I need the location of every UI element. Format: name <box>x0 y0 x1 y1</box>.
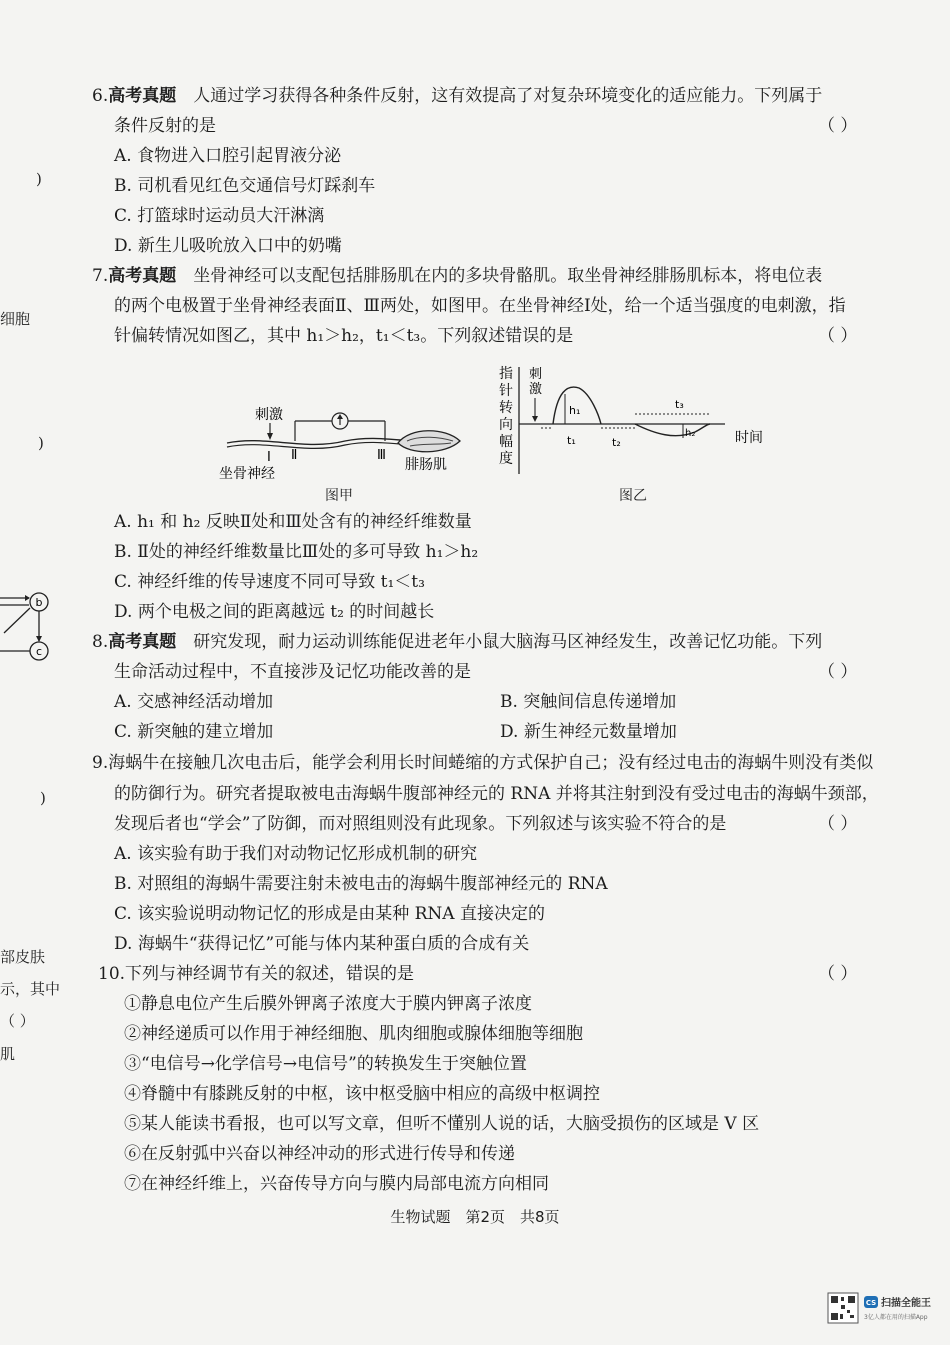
fig-yi-caption: 图乙 <box>619 488 647 504</box>
left-margin-diagram <box>0 585 60 665</box>
q10-stem: 10.下列与神经调节有关的叙述，错误的是 <box>98 964 415 984</box>
fig-yi-ylabel <box>499 365 513 467</box>
q7-option-b: B. Ⅱ处的神经纤维数量比Ⅲ处的多可导致 h₁＞h₂ <box>114 542 479 562</box>
margin-fragment: 细胞 <box>0 310 31 328</box>
watermark-name: 扫描全能王 <box>881 1298 931 1309</box>
q10-item-6: ⑥在反射弧中兴奋以神经冲动的形式进行传导和传递 <box>124 1144 515 1164</box>
q8-stem-line2: 生命活动过程中，不直接涉及记忆功能改善的是 <box>114 662 471 682</box>
q8-option-d: D. 新生神经元数量增加 <box>500 722 677 742</box>
fig-yi-t2-label: t₂ <box>612 436 621 449</box>
margin-fragment: （ ） <box>0 1012 35 1030</box>
margin-fragment: 示，其中 <box>0 980 61 998</box>
fig-yi-xlabel: 时间 <box>735 430 763 446</box>
svg-text:转: 转 <box>499 400 513 416</box>
q10-item-5: ⑤某人能读书看报，也可以写文章，但听不懂别人说的话，大脑受损伤的区域是 V 区 <box>124 1114 760 1134</box>
q8-stem-line1: 8.高考真题 研究发现，耐力运动训练能促进老年小鼠大脑海马区神经发生，改善记忆功能。下列 <box>92 632 823 652</box>
q9-stem-line1: 9.海蜗牛在接触几次电击后，能学会利用长时间蜷缩的方式保护自己；没有经过电击的海蜗牛则没有类似 <box>92 753 874 773</box>
q10-answer-paren: （ ） <box>818 964 858 984</box>
q6-stem-line1: 6.高考真题 人通过学习获得各种条件反射，这有效提高了对复杂环境变化的适应能力。下列属于 <box>92 86 823 106</box>
q6-answer-paren: （ ） <box>818 116 858 136</box>
q10-item-7: ⑦在神经纤维上，兴奋传导方向与膜内局部电流方向相同 <box>124 1174 549 1194</box>
q10-item-3: ③“电信号→化学信号→电信号”的转换发生于突触位置 <box>124 1054 527 1074</box>
page-footer: 生物试题 第2页 共8页 <box>390 1208 560 1226</box>
diagram-node-b: b <box>35 596 43 609</box>
q6-option-c: C. 打篮球时运动员大汗淋漓 <box>114 206 325 226</box>
fig-jia-site-1: Ⅰ <box>267 450 271 465</box>
q7-stem-line3: 针偏转情况如图乙，其中 h₁＞h₂，t₁＜t₃。下列叙述错误的是 <box>114 326 574 346</box>
q10-item-1: ①静息电位产生后膜外钾离子浓度大于膜内钾离子浓度 <box>124 994 532 1014</box>
q10-item-4: ④脊髓中有膝跳反射的中枢，该中枢受脑中相应的高级中枢调控 <box>124 1084 600 1104</box>
diagram-node-c: c <box>35 645 43 658</box>
q8-option-c: C. 新突触的建立增加 <box>114 722 274 742</box>
q9-option-b: B. 对照组的海蜗牛需要注射未被电击的海蜗牛腹部神经元的 RNA <box>114 874 608 894</box>
q8-tag: 高考真题 <box>108 632 177 652</box>
q6-tag: 高考真题 <box>108 86 177 106</box>
q10-item-2: ②神经递质可以作用于神经细胞、肌肉细胞或腺体细胞等细胞 <box>124 1024 583 1044</box>
fig-jia-muscle-label: 腓肠肌 <box>405 457 447 473</box>
margin-fragment: 肌 <box>0 1045 16 1063</box>
margin-fragment: ) <box>36 170 42 188</box>
q9-stem-line3: 发现后者也“学会”了防御，而对照组则没有此现象。下列叙述与该实验不符合的是 <box>114 814 727 834</box>
q7-answer-paren: （ ） <box>818 326 858 346</box>
q8-option-b: B. 突触间信息传递增加 <box>500 692 677 712</box>
watermark-badge: CS <box>865 1299 877 1307</box>
q8-option-a: A. 交感神经活动增加 <box>114 692 274 712</box>
q9-option-a: A. 该实验有助于我们对动物记忆形成机制的研究 <box>114 844 478 864</box>
q8-answer-paren: （ ） <box>818 662 858 682</box>
q7-option-a: A. h₁ 和 h₂ 反映Ⅱ处和Ⅲ处含有的神经纤维数量 <box>114 512 472 532</box>
margin-fragment: ) <box>40 789 46 807</box>
fig-jia-site-2: Ⅱ <box>291 448 298 463</box>
watermark-slogan: 3亿人都在用的扫描App <box>864 1314 928 1321</box>
q6-option-a: A. 食物进入口腔引起胃液分泌 <box>114 146 342 166</box>
fig-jia-caption: 图甲 <box>325 488 353 504</box>
fig-jia-nerve-label: 坐骨神经 <box>219 466 275 482</box>
fig-yi-t1-label: t₁ <box>567 434 576 447</box>
svg-text:针: 针 <box>499 383 513 399</box>
fig-yi-h1-label: h₁ <box>569 404 581 417</box>
q6-option-d: D. 新生儿吸吮放入口中的奶嘴 <box>114 236 342 256</box>
svg-text:向: 向 <box>499 417 513 433</box>
fig-yi-h2-label: h₂ <box>685 428 696 439</box>
svg-text:指: 指 <box>499 366 513 382</box>
q9-option-d: D. 海蜗牛“获得记忆”可能与体内某种蛋白质的合成有关 <box>114 934 530 954</box>
scanner-watermark <box>826 1290 936 1330</box>
svg-text:幅: 幅 <box>499 434 513 450</box>
svg-text:刺: 刺 <box>529 367 543 382</box>
margin-fragment: ) <box>38 434 44 452</box>
q7-tag: 高考真题 <box>108 266 177 286</box>
margin-fragment: 部皮肤 <box>0 948 46 966</box>
fig-jia-stim-label: 刺激 <box>255 407 283 423</box>
fig-yi-stim-label <box>529 366 542 397</box>
figure-jia <box>215 385 475 485</box>
svg-text:激: 激 <box>529 382 543 397</box>
q9-option-c: C. 该实验说明动物记忆的形成是由某种 RNA 直接决定的 <box>114 904 545 924</box>
fig-yi-t3-label: t₃ <box>675 398 684 411</box>
q6-stem-line2: 条件反射的是 <box>114 116 216 136</box>
q9-stem-line2: 的防御行为。研究者提取被电击海蜗牛腹部神经元的 RNA 并将其注射到没有受过电击的海蜗牛颈部， <box>114 784 879 804</box>
figure-yi <box>495 362 785 482</box>
q9-answer-paren: （ ） <box>818 814 858 834</box>
fig-jia-site-3: Ⅲ <box>377 448 386 463</box>
qr-code-icon <box>828 1293 858 1323</box>
q7-option-c: C. 神经纤维的传导速度不同可导致 t₁＜t₃ <box>114 572 425 592</box>
q7-stem-line2: 的两个电极置于坐骨神经表面Ⅱ、Ⅲ两处，如图甲。在坐骨神经Ⅰ处，给一个适当强度的电刺激，指 <box>114 296 846 316</box>
q7-option-d: D. 两个电极之间的距离越远 t₂ 的时间越长 <box>114 602 435 622</box>
svg-text:度: 度 <box>499 451 513 467</box>
q7-stem-line1: 7.高考真题 坐骨神经可以支配包括腓肠肌在内的多块骨骼肌。取坐骨神经腓肠肌标本，将电位表 <box>92 266 823 286</box>
q6-option-b: B. 司机看见红色交通信号灯踩刹车 <box>114 176 376 196</box>
